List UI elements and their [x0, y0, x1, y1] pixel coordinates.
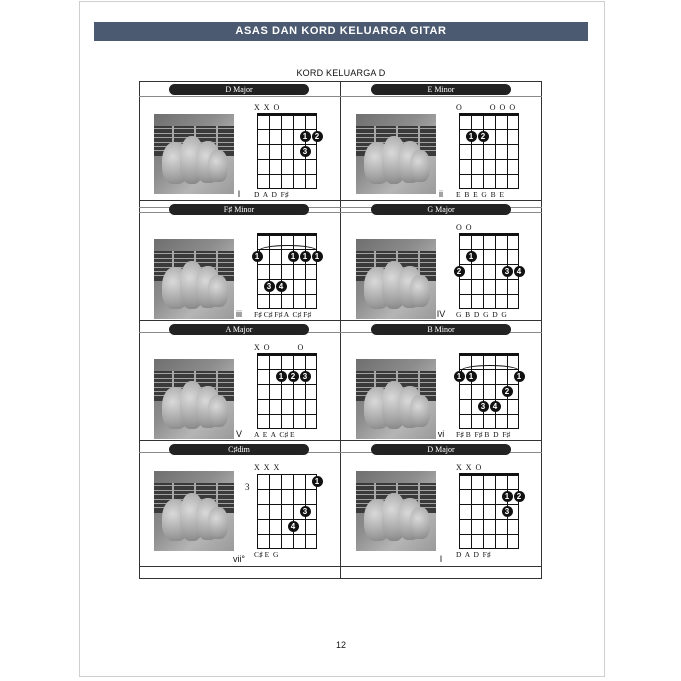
- chord-cell: [139, 321, 340, 441]
- fret-position-label: 3: [245, 482, 250, 492]
- chord-fretboard-diagram: [456, 234, 522, 309]
- finger-dot: 4: [276, 281, 287, 292]
- chord-fretboard-diagram: [456, 354, 522, 429]
- finger-dot: 3: [478, 401, 489, 412]
- chord-hand-photo: [154, 114, 234, 194]
- finger-dot: 1: [300, 251, 311, 262]
- chord-fretboard-diagram: [459, 114, 519, 189]
- chord-hand-photo: [356, 471, 436, 551]
- chord-cell: [341, 441, 542, 564]
- chord-cell: [341, 81, 542, 201]
- chord-roman-numeral: vi: [437, 429, 445, 439]
- chord-roman-numeral: IV: [436, 309, 446, 319]
- finger-dot: 1: [276, 371, 287, 382]
- finger-dot: 3: [502, 266, 513, 277]
- finger-dot: 1: [300, 131, 311, 142]
- chord-name-label: D Major: [169, 84, 309, 95]
- string-note-names: D A D F♯: [254, 190, 289, 199]
- chord-roman-numeral: I: [237, 189, 241, 199]
- string-note-names: G B D G D G: [456, 310, 507, 319]
- string-note-names: E B E G B E: [456, 190, 504, 199]
- finger-dot: 4: [514, 266, 525, 277]
- chord-hand-photo: [356, 239, 436, 319]
- row-4-label-rule: [139, 566, 542, 567]
- chord-cell: [341, 321, 542, 441]
- finger-dot: 4: [490, 401, 501, 412]
- finger-dot: 3: [502, 506, 513, 517]
- chord-hand-photo: [356, 114, 436, 194]
- chord-cell: [139, 201, 340, 321]
- finger-dot: 1: [466, 131, 477, 142]
- open-muted-marks: X O O: [254, 343, 304, 352]
- finger-dot: 1: [288, 251, 299, 262]
- finger-dot: 4: [288, 521, 299, 532]
- open-muted-marks: X X O: [456, 463, 482, 472]
- chord-cell: [139, 81, 340, 201]
- string-note-names: A E A C♯ E: [254, 430, 295, 439]
- chord-fretboard-diagram: [459, 474, 522, 549]
- chord-hand-photo: [154, 471, 234, 551]
- finger-dot: 3: [300, 506, 311, 517]
- finger-dot: 1: [312, 251, 323, 262]
- chord-hand-photo: [154, 359, 234, 439]
- finger-dot: 1: [514, 371, 525, 382]
- finger-dot: 2: [502, 386, 513, 397]
- finger-dot: 1: [502, 491, 513, 502]
- finger-dot: 3: [264, 281, 275, 292]
- chord-roman-numeral: vii°: [232, 554, 246, 564]
- finger-dot: 2: [514, 491, 525, 502]
- chord-name-label: B Minor: [371, 324, 511, 335]
- page-number: 12: [335, 640, 346, 650]
- finger-dot: 2: [454, 266, 465, 277]
- open-muted-marks: O O: [456, 223, 472, 232]
- finger-dot: 1: [466, 371, 477, 382]
- chord-name-label: G Major: [371, 204, 511, 215]
- chord-roman-numeral: iii: [236, 309, 242, 319]
- chord-hand-photo: [154, 239, 234, 319]
- finger-dot: 1: [312, 476, 323, 487]
- finger-dot: 1: [454, 371, 465, 382]
- section-title: KORD KELUARGA D: [296, 68, 386, 78]
- page-header-title: ASAS DAN KORD KELUARGA GITAR: [94, 22, 588, 41]
- chord-name-label: F♯ Minor: [169, 204, 309, 215]
- string-note-names: D A D F♯: [456, 550, 491, 559]
- chord-name-label: D Major: [371, 444, 511, 455]
- chord-roman-numeral: ii: [439, 189, 443, 199]
- finger-dot: 3: [300, 146, 311, 157]
- chord-cell: [341, 201, 542, 321]
- open-muted-marks: X X O: [254, 103, 280, 112]
- chord-fretboard-diagram: [257, 354, 317, 429]
- chord-hand-photo: [356, 359, 436, 439]
- string-note-names: F♯ C♯ F♯ A C♯ F♯: [254, 310, 312, 319]
- open-muted-marks: X X X: [254, 463, 280, 472]
- chord-name-label: C♯dim: [169, 444, 309, 455]
- chord-roman-numeral: V: [235, 429, 242, 439]
- finger-dot: 1: [252, 251, 263, 262]
- string-note-names: C♯ E G: [254, 550, 279, 559]
- chord-fretboard-diagram: [257, 114, 320, 189]
- open-muted-marks: O O O O: [456, 103, 516, 112]
- chord-name-label: A Major: [169, 324, 309, 335]
- chord-fretboard-diagram: [254, 234, 320, 309]
- string-note-names: F♯ B F♯ B D F♯: [456, 430, 511, 439]
- chord-fretboard-diagram: [257, 474, 320, 549]
- chord-roman-numeral: I: [439, 554, 443, 564]
- finger-dot: 2: [312, 131, 323, 142]
- chord-name-label: E Minor: [371, 84, 511, 95]
- finger-dot: 2: [478, 131, 489, 142]
- finger-dot: 3: [300, 371, 311, 382]
- finger-dot: 2: [288, 371, 299, 382]
- finger-dot: 1: [466, 251, 477, 262]
- chord-cell: [139, 441, 340, 564]
